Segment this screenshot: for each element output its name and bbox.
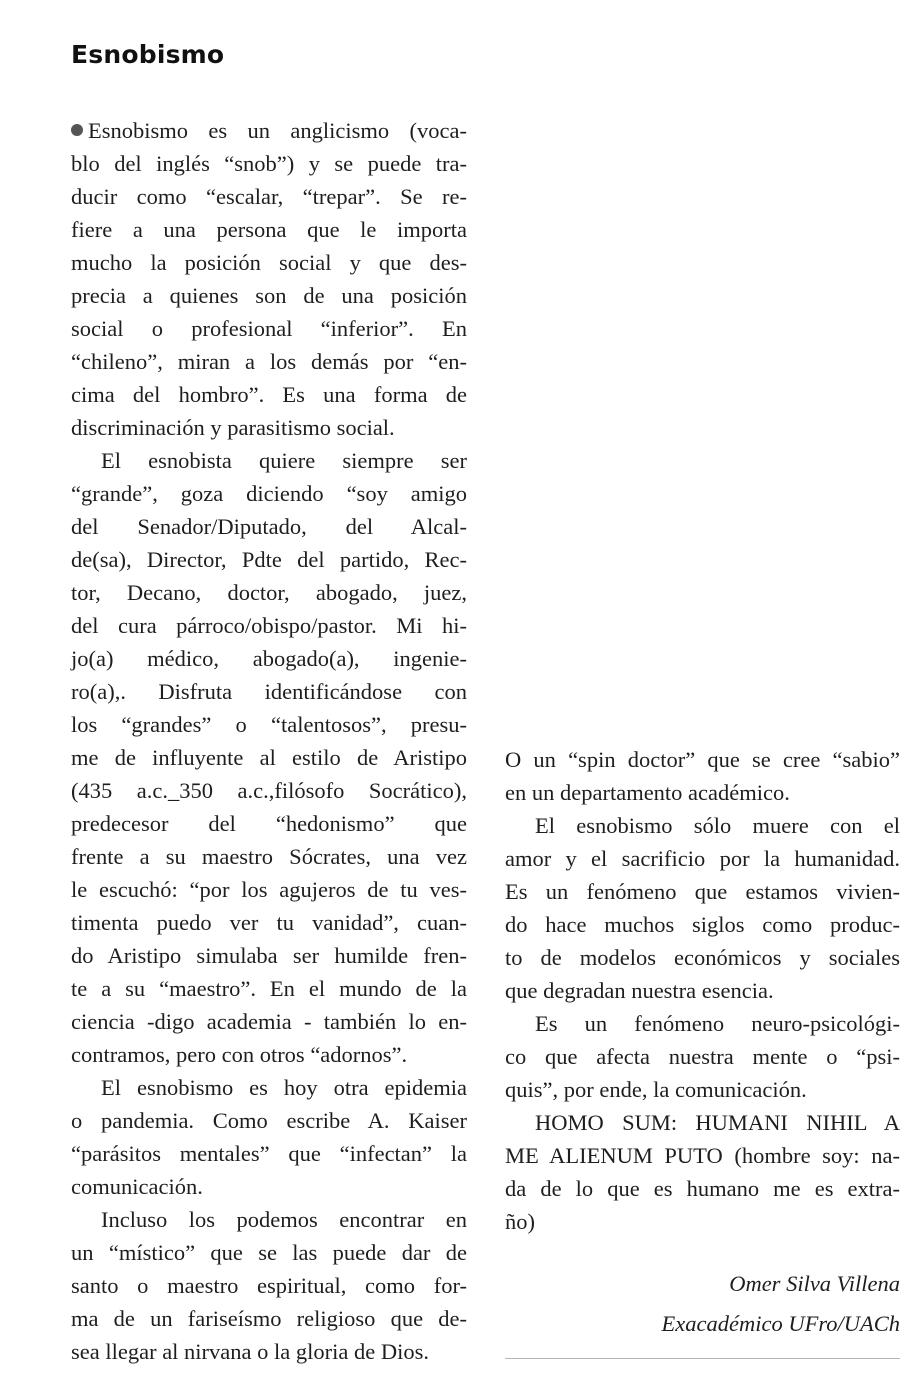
text-line-content: predecesor del “hedonismo” que xyxy=(71,811,467,836)
bullet-icon xyxy=(71,124,83,136)
text-line-content: to de modelos económicos y sociales xyxy=(505,945,900,970)
text-line-content: do hace muchos siglos como produc- xyxy=(505,912,900,937)
text-line-content: Es un fenómeno neuro-psicológi- xyxy=(535,1011,900,1036)
text-line-content: santo o maestro espiritual, como for- xyxy=(71,1273,467,1298)
text-line xyxy=(505,1073,900,1106)
text-line xyxy=(71,1302,467,1335)
text-line-content: ciencia -digo academia - también lo en- xyxy=(71,1009,467,1034)
text-line xyxy=(71,708,467,741)
text-line xyxy=(71,807,467,840)
text-line xyxy=(71,1104,467,1137)
text-line xyxy=(505,1007,900,1040)
text-line-content: un “místico” que se las puede dar de xyxy=(71,1240,467,1265)
text-line xyxy=(71,642,467,675)
text-line-content: blo del inglés “snob”) y se puede tra- xyxy=(71,151,467,176)
text-line-content: sea llegar al nirvana o la gloria de Dios. xyxy=(71,1339,429,1364)
text-line xyxy=(71,246,467,279)
text-line xyxy=(71,279,467,312)
text-line-content: quis”, por ende, la comunicación. xyxy=(505,1077,807,1102)
text-line-content: ño) xyxy=(505,1209,535,1234)
text-line-content: frente a su maestro Sócrates, una vez xyxy=(71,844,467,869)
text-line xyxy=(505,1139,900,1172)
text-line-content: comunicación. xyxy=(71,1174,203,1199)
text-line xyxy=(505,743,900,776)
text-line xyxy=(71,378,467,411)
text-line-content: HOMO SUM: HUMANI NIHIL A xyxy=(535,1110,900,1135)
text-line xyxy=(71,741,467,774)
text-line xyxy=(505,875,900,908)
text-line-content: “grande”, goza diciendo “soy amigo xyxy=(71,481,467,506)
article-title: Esnobismo xyxy=(71,40,225,69)
text-line xyxy=(505,941,900,974)
text-line-content: le escuchó: “por los agujeros de tu ves- xyxy=(71,877,467,902)
text-line-content: en un departamento académico. xyxy=(505,780,790,805)
text-line-content: del Senador/Diputado, del Alcal- xyxy=(71,514,467,539)
text-line-content: Incluso los podemos encontrar en xyxy=(101,1207,467,1232)
text-line xyxy=(71,675,467,708)
text-line xyxy=(505,974,900,1007)
text-line xyxy=(71,840,467,873)
text-line xyxy=(71,906,467,939)
text-line-content: precia a quienes son de una posición xyxy=(71,283,467,308)
text-line-content: El esnobismo es hoy otra epidemia xyxy=(101,1075,467,1100)
text-line xyxy=(505,1172,900,1205)
text-line xyxy=(71,312,467,345)
text-line xyxy=(71,1203,467,1236)
text-line-content: timenta puedo ver tu vanidad”, cuan- xyxy=(71,910,467,935)
text-line xyxy=(71,1335,467,1368)
text-line xyxy=(505,1040,900,1073)
text-line-content: me de influyente al estilo de Aristipo xyxy=(71,745,467,770)
text-line xyxy=(71,1170,467,1203)
text-line-content: “chileno”, miran a los demás por “en- xyxy=(71,349,467,374)
text-line xyxy=(71,972,467,1005)
text-line xyxy=(71,213,467,246)
text-line xyxy=(505,908,900,941)
text-line xyxy=(71,147,467,180)
text-line xyxy=(71,609,467,642)
text-line xyxy=(505,842,900,875)
text-line-content: Es un fenómeno que estamos vivien- xyxy=(505,879,900,904)
author-affiliation: Exacadémico UFro/UACh xyxy=(661,1311,900,1336)
text-line xyxy=(71,774,467,807)
text-line-content: contramos, pero con otros “adornos”. xyxy=(71,1042,408,1067)
text-line-content: te a su “maestro”. En el mundo de la xyxy=(71,976,467,1001)
text-line-content: los “grandes” o “talentosos”, presu- xyxy=(71,712,467,737)
text-line xyxy=(71,411,467,444)
text-line-content: ro(a),. Disfruta identificándose con xyxy=(71,679,467,704)
text-line-content: “parásitos mentales” que “infectan” la xyxy=(71,1141,467,1166)
text-line-content: jo(a) médico, abogado(a), ingenie- xyxy=(71,646,467,671)
text-line-content: do Aristipo simulaba ser humilde fren- xyxy=(71,943,467,968)
text-line-content: El esnobista quiere siempre ser xyxy=(101,448,467,473)
text-line xyxy=(71,345,467,378)
text-line-content: del cura párroco/obispo/pastor. Mi hi- xyxy=(71,613,467,638)
text-line-content: social o profesional “inferior”. En xyxy=(71,316,467,341)
text-line xyxy=(71,1005,467,1038)
text-line xyxy=(505,1106,900,1139)
text-line xyxy=(71,1236,467,1269)
text-line-content: co que afecta nuestra mente o “psi- xyxy=(505,1044,900,1069)
text-line xyxy=(71,1038,467,1071)
text-line xyxy=(71,543,467,576)
text-line-content: ducir como “escalar, “trepar”. Se re- xyxy=(71,184,467,209)
text-line xyxy=(71,576,467,609)
text-line-content: discriminación y parasitismo social. xyxy=(71,415,395,440)
text-line xyxy=(505,776,900,809)
text-line xyxy=(505,809,900,842)
text-line xyxy=(71,510,467,543)
column-end-rule xyxy=(505,1358,900,1359)
text-line-content: cima del hombro”. Es una forma de xyxy=(71,382,467,407)
text-line-content: Esnobismo es un anglicismo (voca- xyxy=(88,118,467,143)
article-right-column xyxy=(505,743,900,1238)
text-line-content: El esnobismo sólo muere con el xyxy=(535,813,900,838)
text-line-content: (435 a.c._350 a.c.,filósofo Socrático), xyxy=(71,778,467,803)
text-line-content: de(sa), Director, Pdte del partido, Rec- xyxy=(71,547,467,572)
text-line xyxy=(71,114,467,147)
text-line xyxy=(71,1071,467,1104)
text-line-content: amor y el sacrificio por la humanidad. xyxy=(505,846,900,871)
text-line xyxy=(71,873,467,906)
text-line xyxy=(71,444,467,477)
text-line-content: O un “spin doctor” que se cree “sabio” xyxy=(505,747,900,772)
text-line-content: ma de un fariseísmo religioso que de- xyxy=(71,1306,467,1331)
text-line-content: ME ALIENUM PUTO (hombre soy: na- xyxy=(505,1143,900,1168)
text-line-content: o pandemia. Como escribe A. Kaiser xyxy=(71,1108,467,1133)
text-line-content: tor, Decano, doctor, abogado, juez, xyxy=(71,580,467,605)
text-line-content: mucho la posición social y que des- xyxy=(71,250,467,275)
text-line-content: da de lo que es humano me es extra- xyxy=(505,1176,900,1201)
text-line xyxy=(505,1205,900,1238)
text-line xyxy=(71,477,467,510)
author-name: Omer Silva Villena xyxy=(729,1271,900,1296)
text-line-content: que degradan nuestra esencia. xyxy=(505,978,774,1003)
text-line xyxy=(71,939,467,972)
text-line xyxy=(71,180,467,213)
text-line xyxy=(71,1269,467,1302)
article-left-column xyxy=(71,114,467,1368)
text-line-content: fiere a una persona que le importa xyxy=(71,217,467,242)
text-line xyxy=(71,1137,467,1170)
